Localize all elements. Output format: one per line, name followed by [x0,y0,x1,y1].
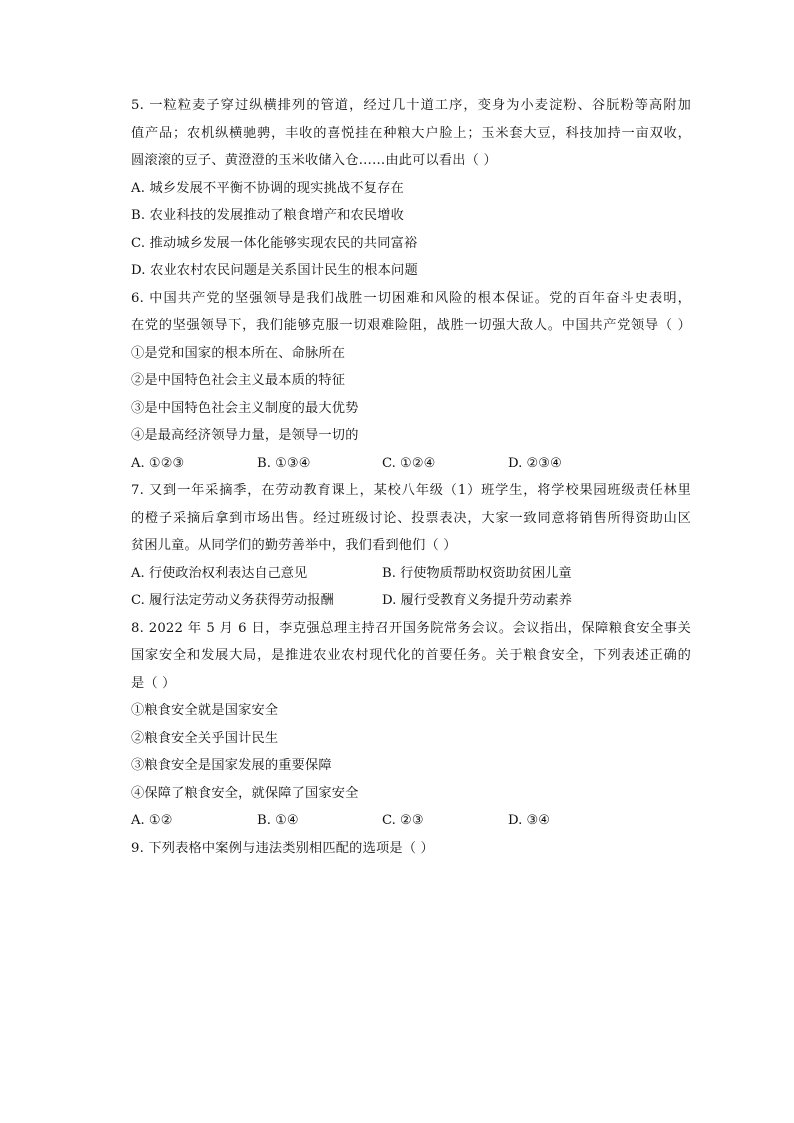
question-8-choice-d[interactable]: D. ③④ [508,813,551,828]
question-7-option-c[interactable]: C. 履行法定劳动义务获得劳动报酬 [131,593,334,608]
question-8-statement: ②粮食安全关乎国计民生 [131,730,279,746]
question-8-choices [131,807,691,835]
question-7-stem-line: 7. 又到一年采摘季，在劳动教育课上，某校八年级（1）班学生，将学校果园班级责任林里 [131,483,691,498]
question-7-stem-line: 的橙子采摘后拿到市场出售。经过班级讨论、投票表决，大家一致同意将销售所得资助山区 [131,510,691,526]
question-8-statement: ③粮食安全是国家发展的重要保障 [131,758,332,773]
question-8-choice-c[interactable]: C. ②③ [382,813,424,828]
question-6-choices [131,450,691,478]
question-7-stem-line: 贫困儿童。从同学们的勤劳善举中，我们看到他们（ ） [131,538,457,553]
question-5-stem-line: 5. 一粒粒麦子穿过纵横排列的管道，经过几十道工序，变身为小麦淀粉、谷朊粉等高附加 [131,98,691,113]
question-9-stem-line: 9. 下列表格中案例与违法类别相匹配的选项是（ ） [131,840,434,856]
question-5-option-a[interactable]: A. 城乡发展不平衡不协调的现实挑战不复存在 [131,180,404,196]
question-8-choice-b[interactable]: B. ①④ [257,813,299,828]
question-7-option-row [131,560,691,588]
question-6-statement: ④是最高经济领导力量，是领导一切的 [131,428,359,443]
question-5-stem-line: 圆滚滚的豆子、黄澄澄的玉米收储入仓……由此可以看出（ ） [131,153,497,168]
question-8-stem-line: 8. 2022 年 5 月 6 日，李克强总理主持召开国务院常务会议。会议指出，保障粮食安全事关 [131,620,691,636]
question-6-statement: ③是中国特色社会主义制度的最大优势 [131,400,359,416]
question-7-option-b[interactable]: B. 行使物质帮助权资助贫困儿童 [382,565,572,581]
question-7-option-d[interactable]: D. 履行受教育义务提升劳动素养 [382,593,572,608]
question-7-option-a[interactable]: A. 行使政治权利表达自己意见 [131,565,308,581]
question-8 [131,615,691,835]
question-5-option-b[interactable]: B. 农业科技的发展推动了粮食增产和农民增收 [131,208,405,223]
question-5-option-c[interactable]: C. 推动城乡发展一体化能够实现农民的共同富裕 [131,235,418,251]
question-6-choice-c[interactable]: C. ①②④ [382,455,436,471]
question-6-statement: ①是党和国家的根本所在、命脉所在 [131,345,346,361]
question-9 [131,835,691,863]
question-7 [131,477,691,615]
question-8-choice-a[interactable]: A. ①② [131,813,173,828]
question-8-statement: ①粮食安全就是国家安全 [131,703,279,718]
question-5-option-d[interactable]: D. 农业农村农民问题是关系国计民生的根本问题 [131,263,418,278]
question-6-choice-d[interactable]: D. ②③④ [508,455,562,471]
exam-page [131,92,691,862]
question-5 [131,92,691,285]
question-8-stem-line: 国家安全和发展大局，是推进农业农村现代化的首要任务。关于粮食安全，下列表述正确的 [131,648,691,663]
question-7-option-row [131,587,691,615]
question-6-stem-line: 6. 中国共产党的坚强领导是我们战胜一切困难和风险的根本保证。党的百年奋斗史表明， [131,290,691,306]
question-6-stem-line: 在党的坚强领导下，我们能够克服一切艰难险阻，战胜一切强大敌人。中国共产党领导（ ） [131,318,691,333]
question-5-stem-line: 值产品；农机纵横驰骋，丰收的喜悦挂在种粮大户脸上；玉米套大豆，科技加持一亩双收， [131,125,691,141]
question-6-choice-a[interactable]: A. ①②③ [131,455,185,471]
question-6-choice-b[interactable]: B. ①③④ [257,455,311,471]
question-6 [131,285,691,478]
question-6-statement: ②是中国特色社会主义最本质的特征 [131,373,346,388]
question-8-statement: ④保障了粮食安全，就保障了国家安全 [131,785,359,801]
question-8-stem-line: 是（ ） [131,675,176,691]
